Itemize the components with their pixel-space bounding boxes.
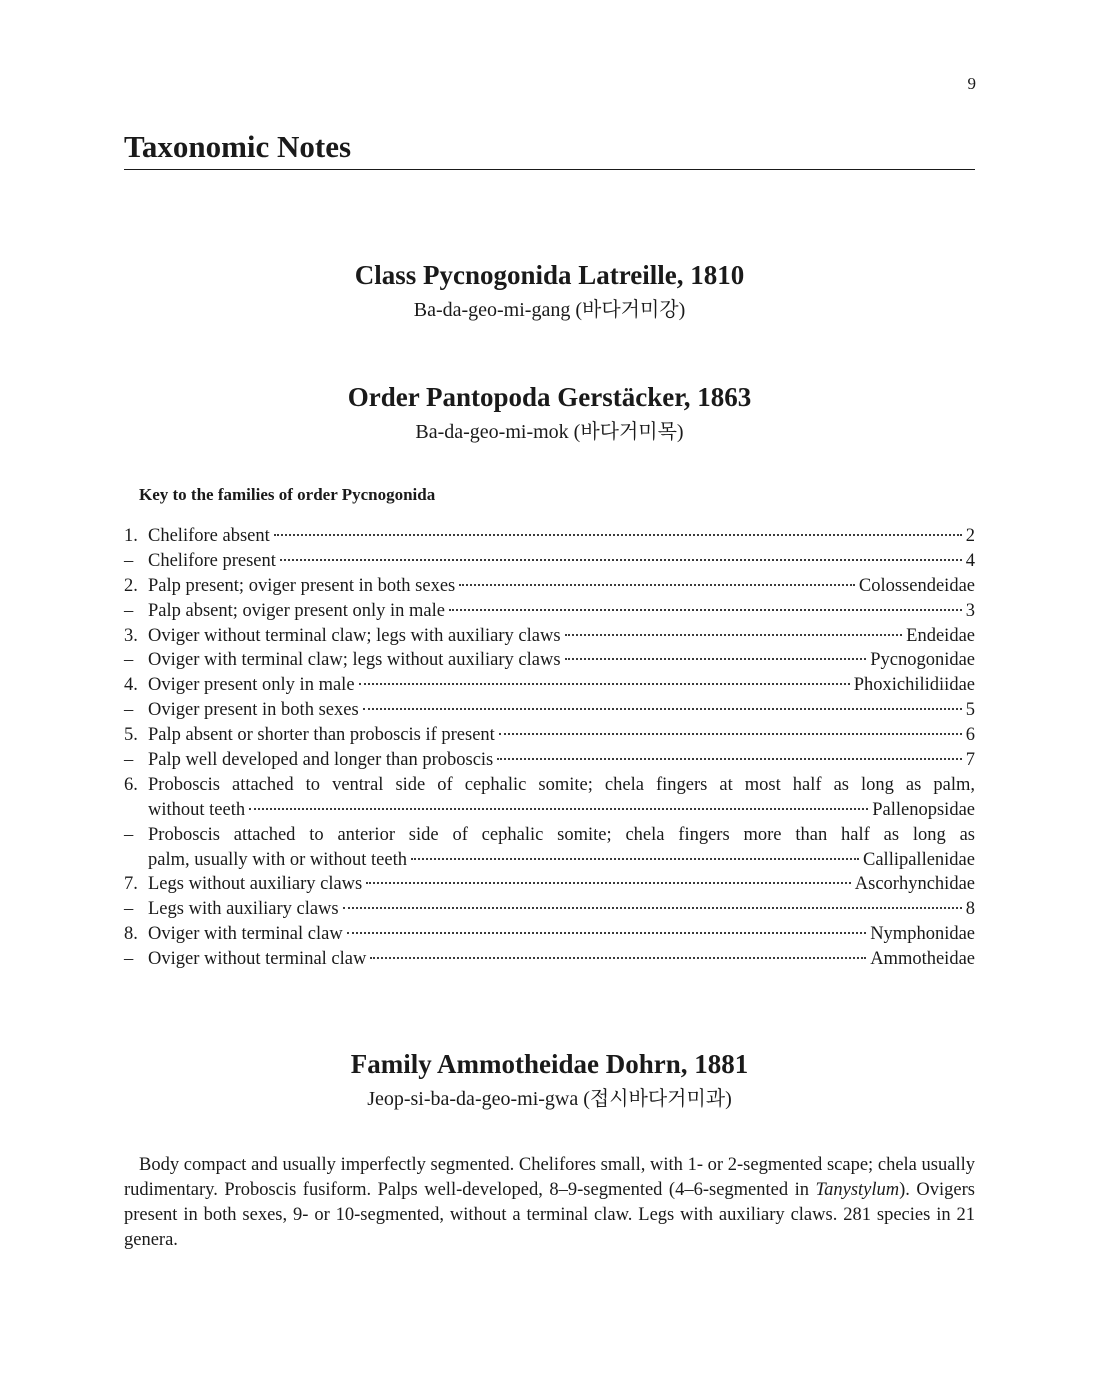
key-row-result: 3 bbox=[965, 600, 975, 621]
key-row bbox=[124, 897, 975, 922]
key-row-text: Legs without auxiliary claws bbox=[148, 874, 363, 895]
key-row-text: Oviger present only in male bbox=[148, 675, 355, 696]
key-row-text-continued: without teeth bbox=[148, 799, 246, 820]
dot-leader bbox=[565, 658, 867, 660]
key-row-text: Proboscis attached to anterior side of cephalic somite; chela fingers more than half as long as bbox=[148, 824, 975, 845]
key-row-text: Oviger present in both sexes bbox=[148, 700, 359, 721]
family-heading bbox=[124, 1047, 975, 1113]
dot-leader bbox=[459, 584, 855, 586]
key-row bbox=[124, 723, 975, 748]
key-row bbox=[124, 773, 975, 798]
key-title: Key to the families of order Pycnogonida bbox=[139, 485, 436, 504]
key-row-result: Ascorhynchidae bbox=[854, 874, 975, 895]
dot-leader bbox=[249, 808, 868, 810]
dot-leader bbox=[449, 609, 962, 611]
key-row-number: – bbox=[124, 550, 134, 571]
dot-leader bbox=[363, 708, 962, 710]
key-row-result: Pycnogonidae bbox=[870, 650, 975, 671]
class-heading bbox=[124, 258, 975, 324]
genus-name: Tanystylum bbox=[815, 1179, 900, 1200]
class-name: Class Pycnogonida Latreille, 1810 bbox=[354, 260, 745, 290]
key-row-number: – bbox=[124, 899, 134, 920]
key-row-result: Pallenopsidae bbox=[872, 799, 975, 820]
section-title: Taxonomic Notes bbox=[124, 129, 352, 164]
dot-leader bbox=[347, 932, 866, 934]
key-row-number: 3. bbox=[124, 625, 138, 646]
key-row-number: – bbox=[124, 600, 134, 621]
key-row-number: – bbox=[124, 700, 134, 721]
key-row-text: Legs with auxiliary claws bbox=[148, 899, 339, 920]
order-name: Order Pantopoda Gerstäcker, 1863 bbox=[347, 382, 752, 412]
key-row bbox=[124, 599, 975, 624]
dot-leader bbox=[280, 559, 962, 561]
key-row bbox=[124, 574, 975, 599]
dot-leader bbox=[497, 758, 962, 760]
dot-leader bbox=[411, 858, 859, 860]
key-row-number: 1. bbox=[124, 526, 138, 546]
key-row-result: Colossendeidae bbox=[858, 575, 975, 596]
key-row-result: 6 bbox=[965, 725, 975, 746]
key-row-number: – bbox=[124, 949, 134, 970]
key-row-result: Phoxichilidiidae bbox=[853, 675, 975, 696]
dot-leader bbox=[359, 683, 850, 685]
key-row-result: 2 bbox=[965, 526, 975, 546]
dot-leader bbox=[499, 733, 962, 735]
key-row bbox=[124, 823, 975, 848]
key-row-text: Palp absent or shorter than proboscis if present bbox=[148, 725, 495, 746]
key-row-text: Proboscis attached to ventral side of cephalic somite; chela fingers at most half as long as palm, bbox=[148, 774, 975, 795]
key-row-number: – bbox=[124, 750, 134, 771]
order-korean-name: Ba-da-geo-mi-mok (바다거미목) bbox=[415, 421, 684, 443]
key-row-continuation bbox=[124, 848, 975, 873]
description-text-part1: Body compact and usually imperfectly segmented. Chelifores small, with 1- or 2-segmented scape; chela usually rudimentary. Proboscis fusiform. Palps well-developed, 8–9-segmented (4–6-segmented in bbox=[124, 1155, 975, 1200]
identification-key bbox=[124, 524, 975, 972]
key-row-number: – bbox=[124, 650, 134, 671]
key-row bbox=[124, 673, 975, 698]
dot-leader bbox=[370, 957, 866, 959]
key-row bbox=[124, 947, 975, 972]
key-row-result: Ammotheidae bbox=[870, 949, 975, 970]
key-row-text: Oviger with terminal claw; legs without auxiliary claws bbox=[148, 650, 561, 671]
key-row-text: Palp absent; oviger present only in male bbox=[148, 600, 445, 621]
key-row-result: 4 bbox=[965, 550, 975, 571]
key-row-result: Endeidae bbox=[906, 625, 975, 646]
key-row bbox=[124, 624, 975, 649]
dot-leader bbox=[565, 634, 903, 636]
key-row bbox=[124, 648, 975, 673]
key-row-text: Oviger without terminal claw; legs with auxiliary claws bbox=[148, 625, 561, 646]
key-row bbox=[124, 872, 975, 897]
key-row-number: 8. bbox=[124, 924, 138, 945]
key-row-number: – bbox=[124, 824, 134, 845]
key-row-number: 2. bbox=[124, 575, 138, 596]
dot-leader bbox=[343, 907, 962, 909]
key-row bbox=[124, 748, 975, 773]
key-row-text: Palp well developed and longer than proboscis bbox=[148, 750, 494, 771]
key-row-number: 5. bbox=[124, 725, 138, 746]
family-name: Family Ammotheidae Dohrn, 1881 bbox=[350, 1049, 749, 1079]
key-row-number: 4. bbox=[124, 675, 138, 696]
key-row-text: Palp present; oviger present in both sexes bbox=[148, 575, 456, 596]
key-row-text: Oviger without terminal claw bbox=[148, 949, 367, 970]
description-text-part2: ). Ovigers present in both sexes, 9- or 10-segmented, without a terminal claw. Legs with auxiliary claws. 281 species in 21 genera. bbox=[124, 1179, 975, 1250]
key-row-number: 6. bbox=[124, 774, 138, 795]
family-korean-name: Jeop-si-ba-da-geo-mi-gwa (접시바다거미과) bbox=[367, 1088, 732, 1110]
key-row-text: Chelifore present bbox=[148, 550, 276, 571]
key-row-continuation bbox=[124, 798, 975, 823]
dot-leader bbox=[274, 534, 962, 536]
key-row-text-continued: palm, usually with or without teeth bbox=[148, 849, 407, 870]
key-row bbox=[124, 698, 975, 723]
family-description bbox=[124, 1153, 975, 1253]
key-row bbox=[124, 922, 975, 947]
class-korean-name: Ba-da-geo-mi-gang (바다거미강) bbox=[413, 299, 686, 321]
key-row-result: 5 bbox=[965, 700, 975, 721]
key-row-result: Callipallenidae bbox=[863, 849, 975, 870]
section-heading bbox=[124, 128, 975, 170]
key-row-number: 7. bbox=[124, 874, 138, 895]
key-row-result: 8 bbox=[965, 899, 975, 920]
key-row-result: 7 bbox=[965, 750, 975, 771]
key-row bbox=[124, 524, 975, 549]
dot-leader bbox=[366, 882, 851, 884]
key-row-text: Chelifore absent bbox=[148, 526, 270, 546]
key-row-result: Nymphonidae bbox=[870, 924, 975, 945]
order-heading bbox=[124, 380, 975, 446]
key-row-text: Oviger with terminal claw bbox=[148, 924, 343, 945]
page-number: 9 bbox=[967, 74, 976, 93]
key-row bbox=[124, 549, 975, 574]
